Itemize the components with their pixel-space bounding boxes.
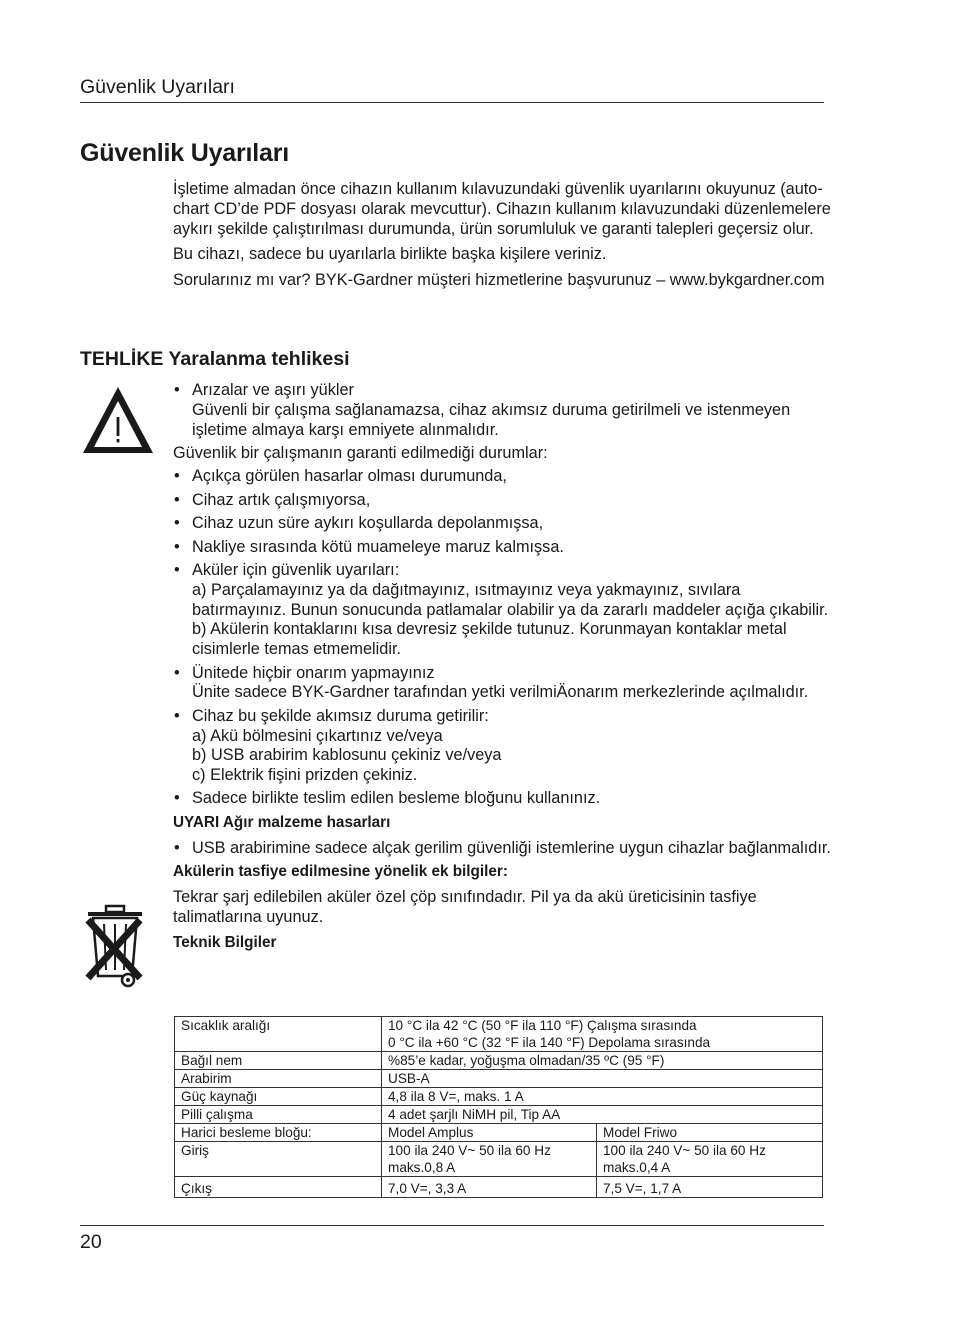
table-cell-value: Model Friwo — [597, 1124, 823, 1142]
intro-paragraph: İşletime almadan önce cihazın kullanım kılavuzundaki güvenlik uyarılarını okuyunuz (auto-chart CD’de PDF dosyası olarak mevcuttur). Cihazın kullanım kılavuzundaki düzenlemelere aykırı şekilde çalıştırılması durumunda, ürün sorumluluk ve garanti talepleri geçersiz olur. — [173, 180, 831, 238]
table-cell-label: Bağıl nem — [175, 1052, 382, 1070]
list-item: • Cihaz artık çalışmıyorsa, — [173, 491, 833, 511]
table-cell-value: 4 adet şarjlı NiMH pil, Tip AA — [382, 1106, 823, 1124]
tech-specs-table — [174, 1016, 823, 1198]
table-cell-label: Pilli çalışma — [175, 1106, 382, 1124]
footer-divider — [80, 1225, 824, 1226]
list-item-text: c) Elektrik fişini prizden çekiniz. — [192, 766, 418, 785]
warranty-intro: Güvenlik bir çalışmanın garanti edilmediği durumlar: — [173, 443, 548, 462]
running-header: Güvenlik Uyarıları — [80, 76, 824, 103]
list-item — [173, 707, 833, 786]
list-item — [173, 561, 833, 660]
list-item: • Cihaz uzun süre aykırı koşullarda depolanmışsa, — [173, 514, 833, 534]
table-row — [175, 1106, 823, 1124]
list-item — [173, 381, 833, 440]
table-cell-value — [597, 1142, 823, 1177]
intro-paragraph: Bu cihazı, sadece bu uyarılarla birlikte başka kişilere veriniz. — [173, 245, 607, 264]
table-cell-line: maks.0,4 A — [603, 1160, 671, 1175]
table-cell-value: 4,8 ila 8 V=, maks. 1 A — [382, 1088, 823, 1106]
list-item: • Nakliye sırasında kötü muameleye maruz kalmışsa. — [173, 538, 833, 558]
page-number: 20 — [80, 1231, 102, 1253]
list-item: • USB arabirimine sadece alçak gerilim güvenliği istemlerine uygun cihazlar bağlanmalıdır. — [173, 839, 833, 859]
list-item-text: a) Akü bölmesini çıkartınız ve/veya — [192, 726, 443, 745]
list-item-title: • Arızalar ve aşırı yükler — [192, 381, 354, 399]
danger-heading: TEHLİKE Yaralanma tehlikesi — [80, 348, 350, 370]
table-cell-value: 7,0 V=, 3,3 A — [382, 1177, 597, 1198]
crossed-out-bin-icon — [82, 904, 148, 988]
table-cell-line: 0 °C ila +60 °C (32 °F ila 140 °F) Depolama sırasında — [388, 1035, 711, 1050]
table-cell-label: Giriş — [175, 1142, 382, 1177]
table-cell-value: Model Amplus — [382, 1124, 597, 1142]
table-cell-value: %85’e kadar, yoğuşma olmadan/35 ºC (95 °F) — [382, 1052, 823, 1070]
table-cell-line: maks.0,8 A — [388, 1160, 456, 1175]
table-row — [175, 1052, 823, 1070]
intro-section — [173, 180, 833, 297]
table-cell-line: 100 ila 240 V~ 50 ila 60 Hz — [603, 1143, 766, 1158]
table-cell-line: 10 °C ila 42 °C (50 °F ila 110 °F) Çalışma sırasında — [388, 1018, 697, 1033]
table-cell-value — [382, 1017, 823, 1052]
list-item-text: b) Akülerin kontaklarını kısa devresiz şekilde tutunuz. Korunmayan kontaklar metal cisimlerle temas etmemelidir. — [192, 620, 787, 659]
table-cell-label: Sıcaklık aralığı — [175, 1017, 382, 1052]
list-item-text: b) USB arabirim kablosunu çekiniz ve/veya — [192, 746, 502, 765]
list-item-title: • Aküler için güvenlik uyarıları: — [192, 560, 400, 579]
list-item-text: Güvenli bir çalışma sağlanamazsa, cihaz akımsız duruma getirilmeli ve istenmeyen işletime almaya karşı emniyete alınmalıdır. — [192, 400, 791, 439]
table-row — [175, 1142, 823, 1177]
table-cell-label: Çıkış — [175, 1177, 382, 1198]
disposal-text: Tekrar şarj edilebilen aküler özel çöp sınıfındadır. Pil ya da akü üreticisinin tasfiye talimatlarına uyunuz. — [173, 887, 757, 926]
table-row — [175, 1124, 823, 1142]
danger-section — [173, 381, 833, 953]
table-cell-label: Harici besleme bloğu: — [175, 1124, 382, 1142]
table-cell-line: 100 ila 240 V~ 50 ila 60 Hz — [388, 1143, 551, 1158]
table-cell-value: 7,5 V=, 1,7 A — [597, 1177, 823, 1198]
list-item-title: • Ünitede hiçbir onarım yapmayınız — [192, 663, 435, 682]
list-item-title: • Cihaz bu şekilde akımsız duruma getirilir: — [192, 706, 489, 725]
list-item — [173, 664, 833, 704]
list-item-text: a) Parçalamayınız ya da dağıtmayınız, ısıtmayınız veya yakmayınız, sıvılara batırmayınız. Bunun sonucunda patlamalar olabilir ya da zararlı maddeler açığa çıkabilir. — [192, 580, 829, 619]
page-title: Güvenlik Uyarıları — [80, 139, 289, 167]
list-item: • Açıkça görülen hasarlar olması durumunda, — [173, 467, 833, 487]
table-cell-label: Arabirim — [175, 1070, 382, 1088]
intro-paragraph: Sorularınız mı var? BYK-Gardner müşteri hizmetlerine başvurunuz – www.bykgardner.com — [173, 271, 825, 290]
table-cell-label: Güç kaynağı — [175, 1088, 382, 1106]
list-item: • Sadece birlikte teslim edilen besleme bloğunu kullanınız. — [173, 789, 833, 809]
list-item-text: Ünite sadece BYK-Gardner tarafından yetki verilmiÄonarım merkezlerinde açılmalıdır. — [192, 683, 809, 702]
table-cell-value — [382, 1142, 597, 1177]
warning-heading: UYARI Ağır malzeme hasarları — [173, 813, 391, 831]
disposal-heading: Akülerin tasfiye edilmesine yönelik ek bilgiler: — [173, 863, 508, 881]
table-row — [175, 1017, 823, 1052]
warning-triangle-icon — [80, 384, 156, 456]
table-row — [175, 1088, 823, 1106]
table-cell-value: USB-A — [382, 1070, 823, 1088]
table-row — [175, 1070, 823, 1088]
tech-heading: Teknik Bilgiler — [173, 934, 277, 952]
table-row — [175, 1177, 823, 1198]
